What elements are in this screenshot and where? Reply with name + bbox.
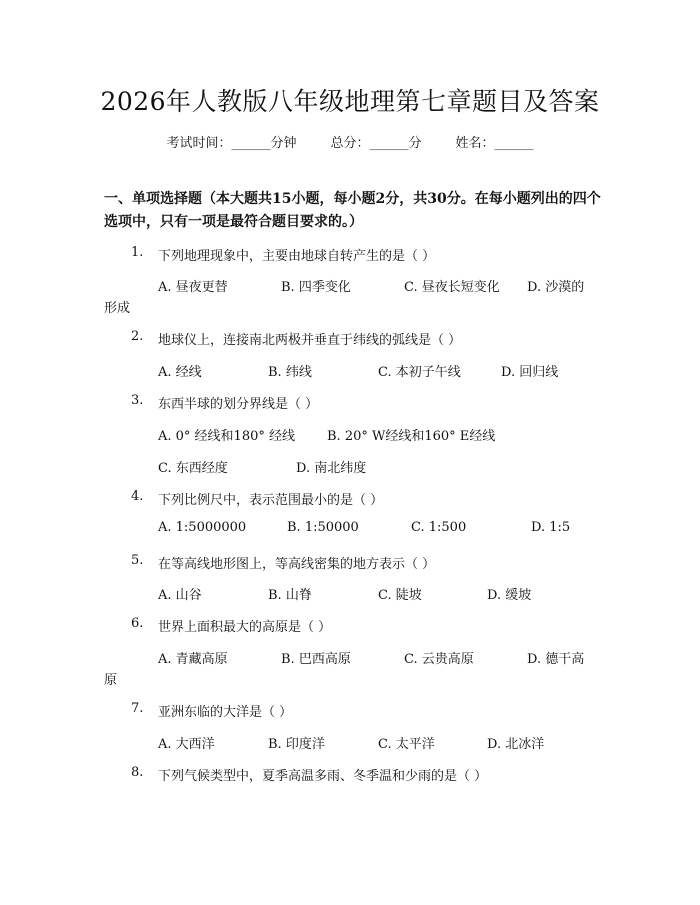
question-number: 8. <box>131 765 144 780</box>
exam-time: 考试时间：______分钟 <box>166 136 297 151</box>
option-c: C. 本初子午线 <box>378 365 461 380</box>
option-b: B. 山脊 <box>268 588 312 603</box>
option-b: B. 四季变化 <box>281 280 351 295</box>
option-b: B. 巴西高原 <box>281 652 351 667</box>
option-c: C. 东西经度 <box>158 461 228 476</box>
exam-score: 总分：______分 <box>330 136 422 151</box>
option-d: D. 回归线 <box>501 365 559 380</box>
page-title: 2026年人教版八年级地理第七章题目及答案 <box>100 87 600 116</box>
option-c: C. 云贵高原 <box>404 652 474 667</box>
question-number: 3. <box>131 393 144 408</box>
option-d: D. 南北纬度 <box>296 461 367 476</box>
option-d: D. 沙漠的 <box>527 280 585 295</box>
option-a: A. 山谷 <box>158 588 202 603</box>
option-b: B. 纬线 <box>268 365 312 380</box>
question-stem: 地球仪上，连接南北两极并垂直于纬线的弧线是（ ） <box>158 333 462 348</box>
exam-meta <box>0 132 700 151</box>
option-c: C. 太平洋 <box>378 737 435 752</box>
question-number: 2. <box>131 329 144 344</box>
question-number: 4. <box>131 489 144 504</box>
option-d: D. 北冰洋 <box>487 737 545 752</box>
question-stem: 下列比例尺中，表示范围最小的是（ ） <box>158 493 384 508</box>
option-d: D. 德干高 <box>527 652 585 667</box>
option-wrap: 原 <box>104 673 118 688</box>
option-c: C. 1:500 <box>411 520 467 535</box>
option-c: C. 陡坡 <box>378 588 422 603</box>
option-d: D. 缓坡 <box>487 588 532 603</box>
option-a: A. 1:5000000 <box>158 520 247 535</box>
question-number: 5. <box>131 553 144 568</box>
student-name: 姓名：______ <box>455 136 534 151</box>
option-b: B. 1:50000 <box>287 520 359 535</box>
option-c: C. 昼夜长短变化 <box>404 280 500 295</box>
option-wrap: 形成 <box>104 301 131 316</box>
option-a: A. 经线 <box>158 365 202 380</box>
question-stem: 东西半球的划分界线是（ ） <box>158 397 319 412</box>
question-number: 7. <box>131 701 144 716</box>
question-number: 6. <box>131 616 144 631</box>
option-a: A. 大西洋 <box>158 737 215 752</box>
option-b: B. 20° W经线和160° E经线 <box>327 429 496 444</box>
option-a: A. 青藏高原 <box>158 652 228 667</box>
option-b: B. 印度洋 <box>268 737 325 752</box>
question-stem: 亚洲东临的大洋是（ ） <box>158 705 293 720</box>
question-stem: 下列气候类型中，夏季高温多雨、冬季温和少雨的是（ ） <box>158 769 488 784</box>
question-stem: 世界上面积最大的高原是（ ） <box>158 620 332 635</box>
question-stem: 在等高线地形图上，等高线密集的地方表示（ ） <box>158 557 436 572</box>
question-stem: 下列地理现象中，主要由地球自转产生的是（ ） <box>158 249 436 264</box>
option-a: A. 昼夜更替 <box>158 280 228 295</box>
option-a: A. 0° 经线和180° 经线 <box>158 429 296 444</box>
option-d: D. 1:5 <box>531 520 571 535</box>
section-heading: 一、单项选择题（本大题共15小题，每小题2分，共30分。在每小题列出的四个选项中，只有一项是最符合题目要求的。） <box>104 191 601 230</box>
question-number: 1. <box>131 245 144 260</box>
